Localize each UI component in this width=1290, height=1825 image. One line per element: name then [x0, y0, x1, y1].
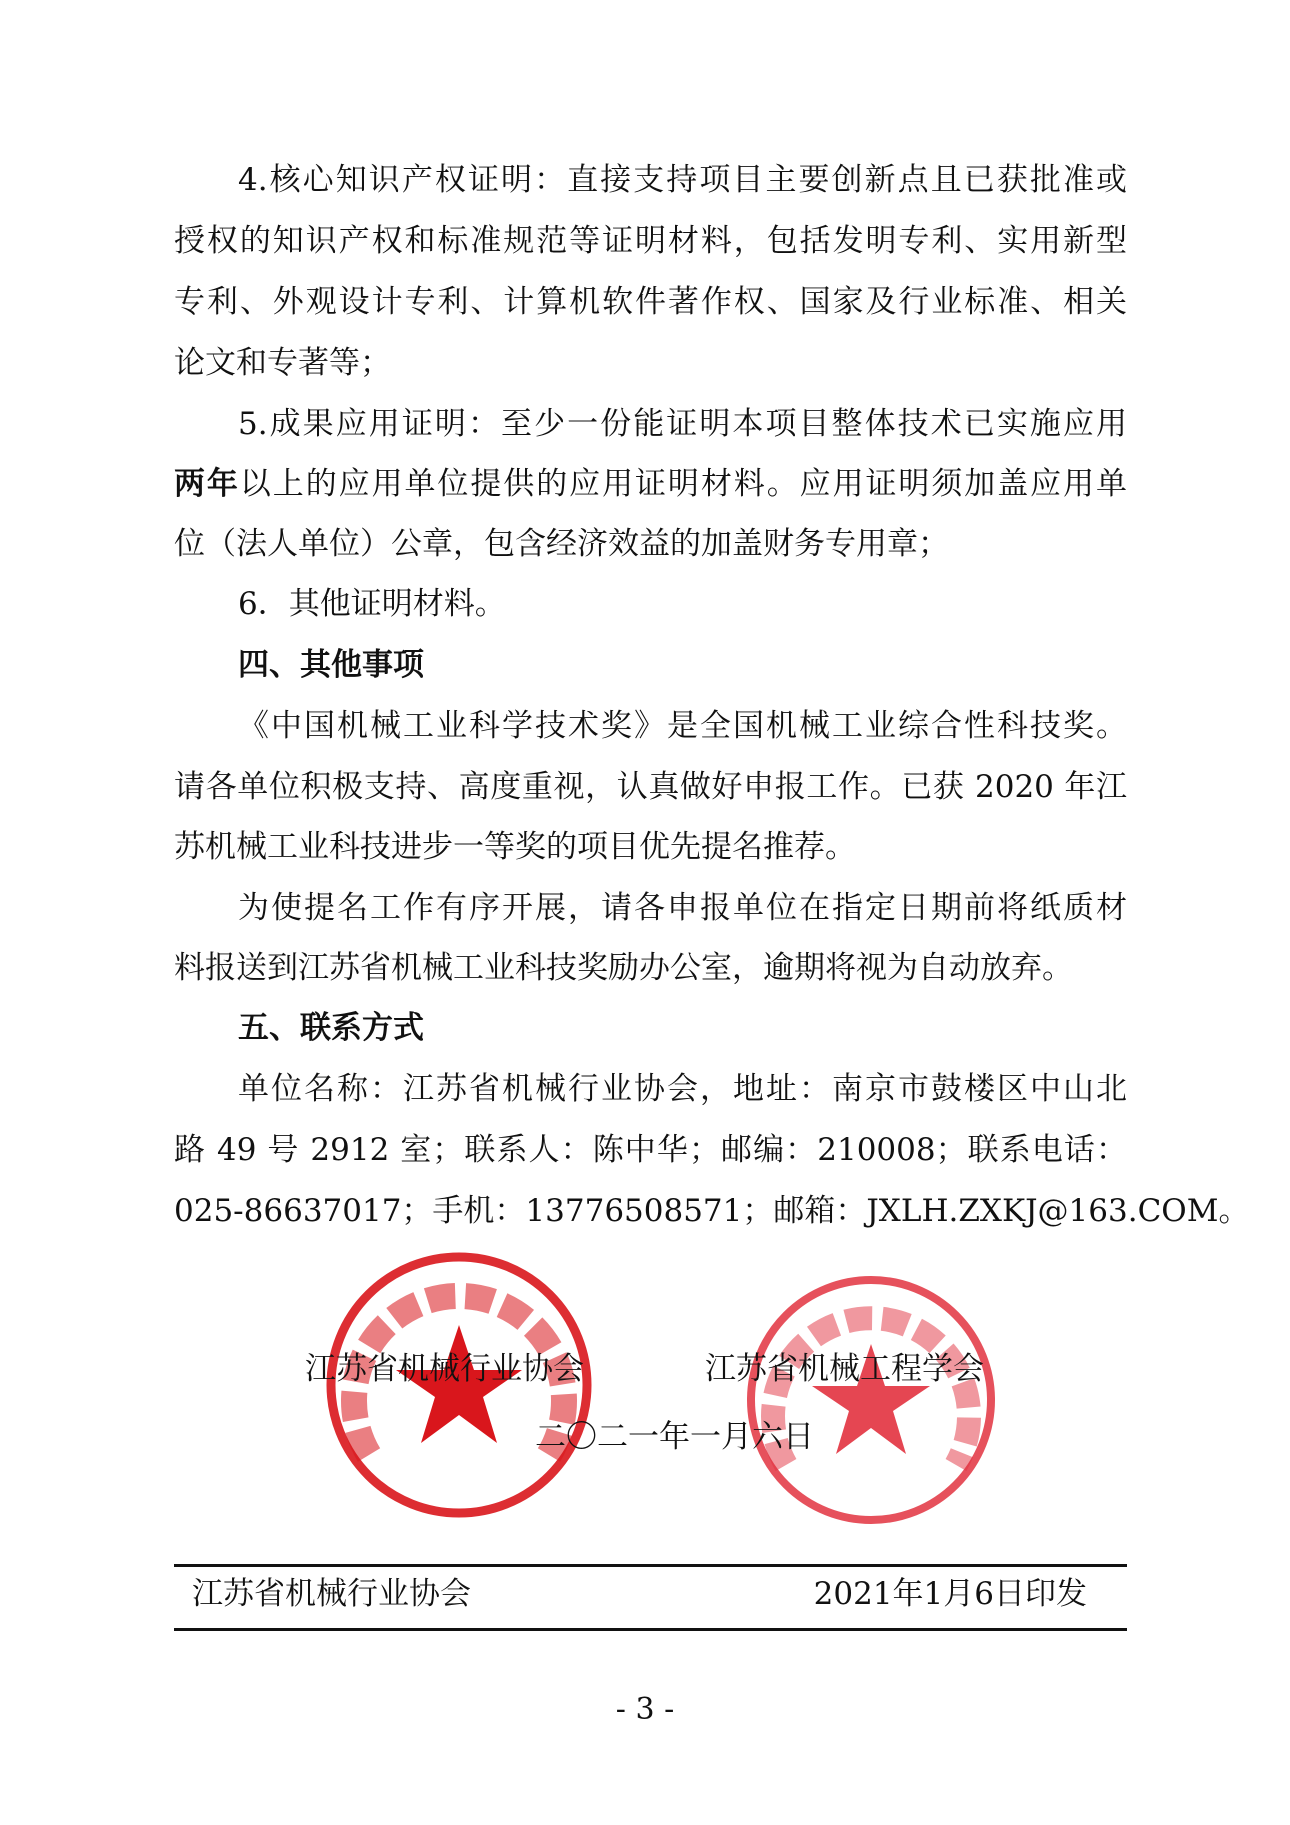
stamp-jiangsu-mechanical-engineering-society [741, 1270, 1001, 1530]
body-line [174, 464, 1127, 504]
body-line: 位（法人单位）公章，包含经济效益的加盖财务专用章； [174, 526, 949, 562]
body-line: 路 49 号 2912 室；联系人：陈中华；邮编：210008；联系电话： [174, 1132, 1127, 1168]
body-line: 单位名称：江苏省机械行业协会，地址：南京市鼓楼区中山北 [238, 1071, 1127, 1107]
body-line: 《中国机械工业科学技术奖》是全国机械工业综合性科技奖。 [238, 708, 1127, 744]
signature-org-2: 江苏省机械工程学会 [705, 1351, 984, 1387]
page-number: - 3 - [615, 1692, 675, 1727]
body-line: 苏机械工业科技进步一等奖的项目优先提名推荐。 [174, 829, 856, 865]
body-line: 论文和专著等； [174, 345, 391, 381]
body-line: 5.成果应用证明：至少一份能证明本项目整体技术已实施应用 [238, 406, 1127, 442]
body-line: 专利、外观设计专利、计算机软件著作权、国家及行业标准、相关 [174, 284, 1127, 320]
section-heading: 四、其他事项 [238, 647, 424, 683]
body-line: 料报送到江苏省机械工业科技奖励办公室，逾期将视为自动放弃。 [174, 950, 1073, 986]
body-line: 4.核心知识产权证明：直接支持项目主要创新点且已获批准或 [238, 162, 1127, 198]
footer-issue-date: 2021年1月6日印发 [813, 1576, 1087, 1612]
body-line-rest: 以上的应用单位提供的应用证明材料。应用证明须加盖应用单 [239, 466, 1127, 502]
body-line: 请各单位积极支持、高度重视，认真做好申报工作。已获 2020 年江 [174, 769, 1127, 805]
footer-bottom-rule [174, 1628, 1127, 1631]
body-line: 为使提名工作有序开展，请各申报单位在指定日期前将纸质材 [238, 890, 1127, 926]
body-line: 025-86637017；手机：13776508571；邮箱：JXLH.ZXKJ@163.COM。 [174, 1193, 1250, 1229]
signature-org-1: 江苏省机械行业协会 [305, 1351, 584, 1387]
signature-date: 二〇二一年一月六日 [535, 1419, 814, 1455]
body-line: 6．其他证明材料。 [238, 586, 506, 622]
footer-issuer: 江苏省机械行业协会 [192, 1576, 471, 1612]
footer-top-rule [174, 1564, 1127, 1567]
body-line: 授权的知识产权和标准规范等证明材料，包括发明专利、实用新型 [174, 223, 1127, 259]
section-heading: 五、联系方式 [238, 1010, 424, 1046]
bold-emphasis: 两年 [174, 466, 240, 502]
